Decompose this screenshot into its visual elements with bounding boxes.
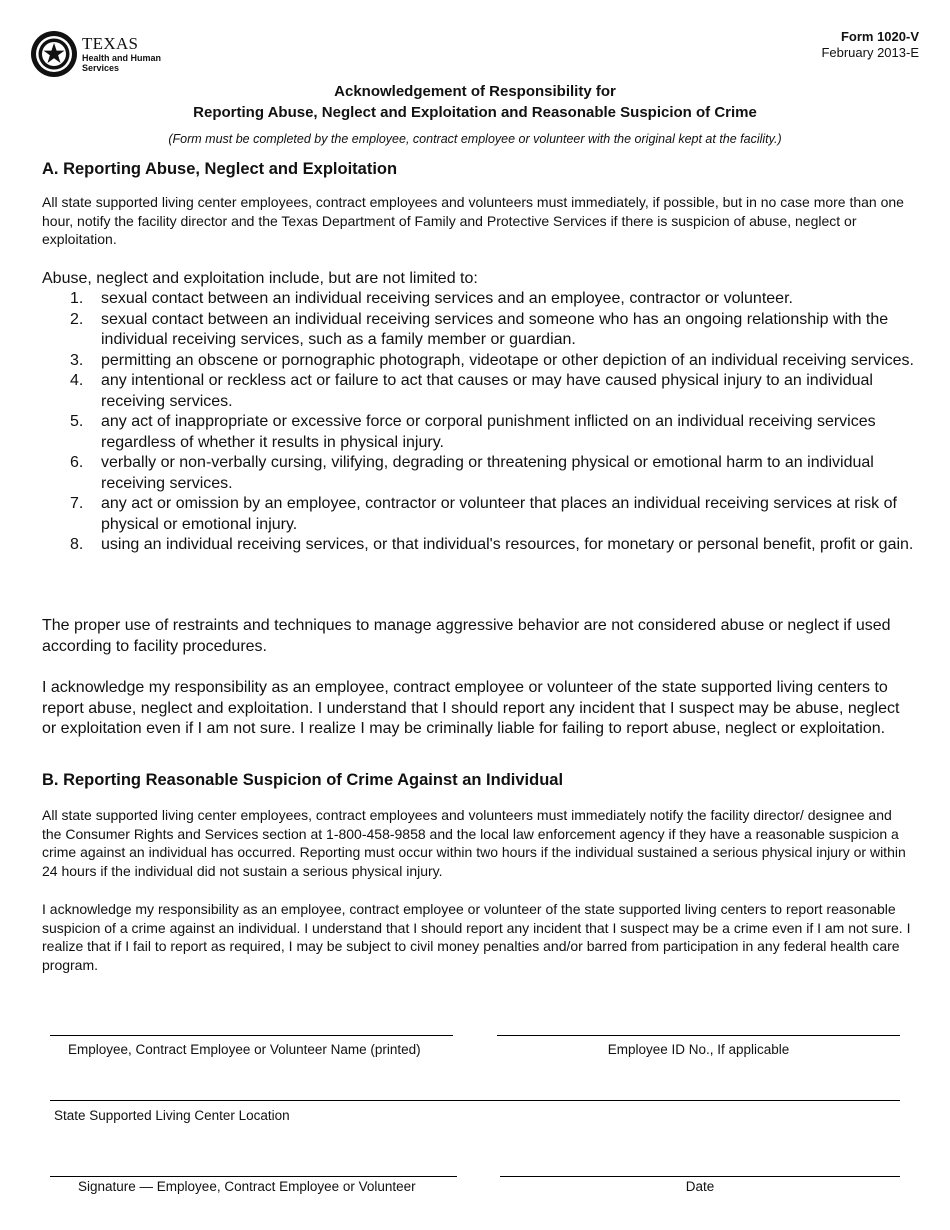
section-b-acknowledgement: I acknowledge my responsibility as an employee, contract employee or volunteer of the state supported living centers to report reasonable suspicion of a crime against an individual. I understand that I should report any incident that I suspect may be a crime even if I am not sure. I realize that if I fail to report as required, I may be subject to civil money penalties and/or barred from participation in any federal health care program. [42,901,911,973]
form-identifier [821,29,919,61]
abuse-list [42,289,917,556]
list-item-text: using an individual receiving services, or that individual's resources, for monetary or personal benefit, profit or gain. [101,536,914,553]
signature-field-label: Signature — Employee, Contract Employee or Volunteer [78,1179,416,1194]
logo-agency: Health and Human Services [82,53,162,73]
abuse-list-intro: Abuse, neglect and exploitation include, but are not limited to: [42,270,478,287]
employee-id-field-line[interactable] [497,1035,900,1036]
list-item-number: 6. [70,454,84,471]
list-item-number: 4. [70,372,84,389]
list-item-text: verbally or non-verbally cursing, vilifying, degrading or threatening physical or emotional harm to an individual receiving services. [101,454,874,492]
section-a-acknowledgement: I acknowledge my responsibility as an employee, contract employee or volunteer of the state supported living centers to report abuse, neglect and exploitation. I understand that I should report any incident that I suspect may be abuse, neglect or exploitation even if I am not sure. I realize I may be criminally liable for failing to report abuse, neglect or exploitation. [42,679,900,737]
list-item-text: sexual contact between an individual receiving services and an employee, contractor or volunteer. [101,290,793,307]
name-field-label: Employee, Contract Employee or Volunteer Name (printed) [68,1042,421,1057]
list-item-text: permitting an obscene or pornographic photograph, videotape or other depiction of an individual receiving services. [101,351,914,369]
logo-wordmark: TEXAS [82,34,139,53]
list-item [42,371,917,412]
form-instructions: (Form must be completed by the employee, contract employee or volunteer with the original kept at the facility.) [168,132,782,146]
section-a-intro: All state supported living center employees, contract employees and volunteers must immediately, if possible, but in no case more than one hour, notify the facility director and the Texas Department of Family and Protective Services if there is suspicion of abuse, neglect or exploitation. [42,194,904,247]
name-field-line[interactable] [50,1035,453,1036]
restraints-note: The proper use of restraints and techniques to manage aggressive behavior are not considered abuse or neglect if used according to facility procedures. [42,617,891,655]
section-a-heading: A. Reporting Abuse, Neglect and Exploitation [42,160,398,178]
form-date: February 2013-E [821,45,919,60]
date-field-label: Date [685,1179,715,1194]
list-item [42,412,917,453]
location-field-line[interactable] [50,1100,900,1101]
hhs-logo [30,30,160,82]
section-b-heading: B. Reporting Reasonable Suspicion of Crime Against an Individual [42,771,564,789]
list-item-number: 2. [70,310,84,328]
list-item-text: any act or omission by an employee, contractor or volunteer that places an individual receiving services at risk of physical or emotional injury. [101,495,897,533]
list-item-text: any intentional or reckless act or failure to act that causes or may have caused physical injury to an individual receiving services. [101,372,873,410]
title-line-1: Acknowledgement of Responsibility for [334,83,616,100]
list-item [42,351,917,372]
texas-seal-icon [30,30,78,78]
list-item-number: 5. [70,413,84,430]
section-b-intro: All state supported living center employees, contract employees and volunteers must immediately notify the facility director/ designee and the Consumer Rights and Services section at 1-800-458-9858 and the local law enforcement agency if they have a reasonable suspicion a crime against an individual has occurred. Reporting must occur within two hours if the individual sustained a serious physical injury or within 24 hours if the individual did not sustain a serious physical injury. [42,807,906,879]
location-field-label: State Supported Living Center Location [54,1108,290,1123]
list-item-number: 3. [70,351,84,369]
title-line-2: Reporting Abuse, Neglect and Exploitation and Reasonable Suspicion of Crime [193,104,757,121]
list-item [42,535,917,556]
signature-field-line[interactable] [50,1176,457,1177]
list-item-text: sexual contact between an individual receiving services and someone who has an ongoing relationship with the individual receiving services, such as a family member or guardian. [101,310,889,348]
list-item [42,310,917,351]
list-item [42,289,917,310]
list-item-number: 1. [70,290,84,307]
list-item-text: any act of inappropriate or excessive force or corporal punishment inflicted on an individual receiving services regardless of whether it results in physical injury. [101,413,876,451]
list-item [42,453,917,494]
form-number: Form 1020-V [840,29,919,44]
list-item-number: 7. [70,495,84,512]
employee-id-field-label: Employee ID No., If applicable [607,1042,790,1057]
list-item-number: 8. [70,536,84,553]
list-item [42,494,917,535]
form-title [0,81,950,123]
date-field-line[interactable] [500,1176,900,1177]
